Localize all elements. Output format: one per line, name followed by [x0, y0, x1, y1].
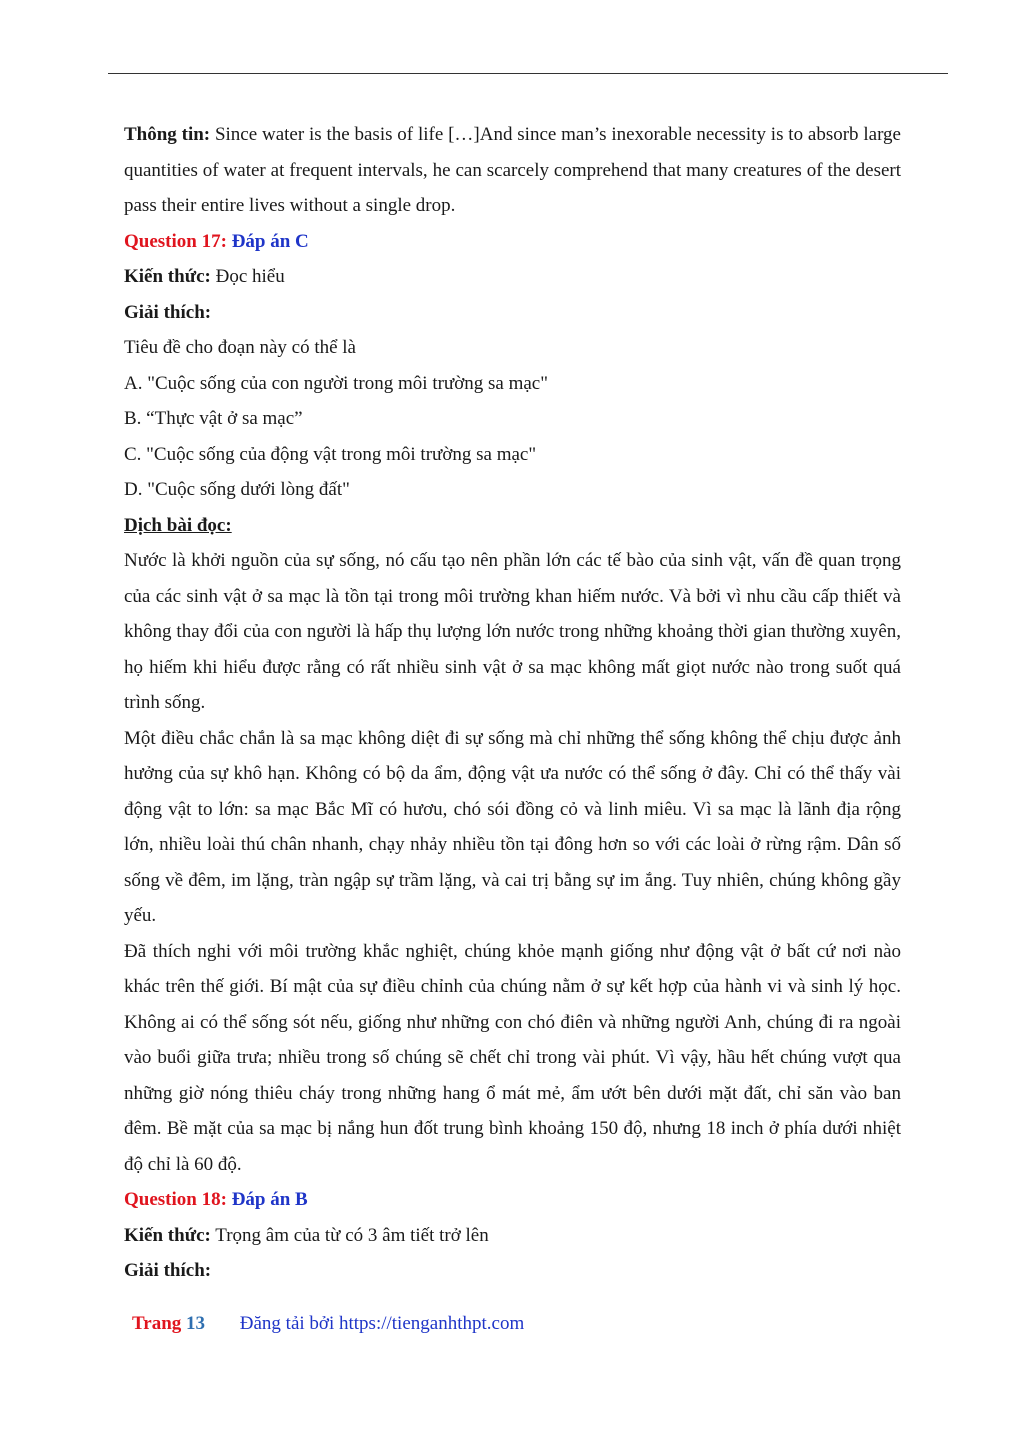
q17-option-b: B. “Thực vật ở sa mạc” [124, 408, 303, 429]
q18-explain-label: Giải thích: [124, 1260, 212, 1281]
page-number: 13 [186, 1313, 206, 1334]
q17-question: Question 17: [124, 230, 232, 252]
header-rule [108, 73, 948, 74]
q17-prompt: Tiêu đề cho đoạn này có thể là [124, 337, 356, 358]
q17-heading [124, 224, 901, 260]
info-label: Thông tin: [124, 124, 211, 145]
q17-explain-label: Giải thích: [124, 301, 212, 323]
q17-option-c: C. "Cuộc sống của động vật trong môi trường sa mạc" [124, 443, 537, 465]
source-link[interactable]: Đăng tải bởi https://tienganhthpt.com [239, 1313, 525, 1334]
translation-paragraph-2: Một điều chắc chắn là sa mạc không diệt đi sự sống mà chỉ những thể sống không thể chịu được ảnh hưởng của sự khô hạn. Không có bộ da ẩm, động vật ưa nước có thể sống ở đây. Chỉ có thể thấy vài động vật to lớn: sa mạc Bắc Mĩ có hươu, chó sói đồng cỏ và linh miêu. Vì sa mạc là lãnh địa rộng lớn, nhiều loài thú chân nhanh, chạy nhảy nhiều tồn tại đông hơn so với các loài ở rừng rậm. Dân số sống về đêm, im lặng, tràn ngập sự trầm lặng, và cai trị bằng sự im ắng. Tuy nhiên, chúng không gầy yếu. [124, 727, 901, 926]
page-label: Trang [132, 1313, 187, 1334]
q18-knowledge [124, 1218, 901, 1254]
translation-heading-line [124, 508, 901, 544]
info-paragraph [124, 117, 901, 224]
document-body [124, 117, 901, 1289]
q18-question: Question 18: [124, 1189, 232, 1210]
q18-heading [124, 1182, 901, 1218]
q17-knowledge [124, 259, 901, 295]
page-footer [132, 1313, 524, 1335]
q17-knowledge-label: Kiến thức: [124, 266, 211, 287]
q17-option-a: A. "Cuộc sống của con người trong môi trường sa mạc" [124, 372, 548, 394]
info-text: Since water is the basis of life […]And since man’s inexorable necessity is to absorb large quantities of water at frequent intervals, he can scarcely comprehend that many creatures of the desert pass their entire lives without a single drop. [124, 124, 901, 216]
q18-answer: Đáp án B [231, 1189, 308, 1210]
q17-option-d: D. "Cuộc sống dưới lòng đất" [124, 479, 350, 500]
translation-heading: Dịch bài đọc: [124, 514, 232, 536]
q17-answer: Đáp án C [231, 230, 309, 252]
translation-paragraph-1: Nước là khởi nguồn của sự sống, nó cấu tạo nên phần lớn các tế bào của sinh vật, vấn đề quan trọng của các sinh vật ở sa mạc là tồn tại trong môi trường khan hiếm nước. Và bởi vì nhu cầu cấp thiết và không thay đổi của con người là hấp thụ lượng lớn nước trong những khoảng thời gian thường xuyên, họ hiếm khi hiểu được rằng có rất nhiều sinh vật ở sa mạc không mất giọt nước nào trong suốt quá trình sống. [124, 550, 901, 713]
q18-knowledge-label: Kiến thức: [124, 1224, 211, 1246]
q17-knowledge-text: Đọc hiểu [210, 266, 285, 287]
translation-paragraph-3: Đã thích nghi với môi trường khắc nghiệt, chúng khỏe mạnh giống như động vật ở bất cứ nơi nào khác trên thế giới. Bí mật của sự điều chỉnh của chúng nằm ở sự kết hợp của hành vi và sinh lý học. Không ai có thể sống sót nếu, giống như những con chó điên và những người Anh, chúng đi ra ngoài vào buổi giữa trưa; nhiều trong số chúng sẽ chết chỉ trong vài phút. Vì vậy, hầu hết chúng vượt qua những giờ nóng thiêu cháy trong những hang ổ mát mẻ, ẩm ướt bên dưới mặt đất, chỉ săn vào ban đêm. Bề mặt của sa mạc bị nắng hun đốt trung bình khoảng 150 độ, nhưng 18 inch ở phía dưới nhiệt độ chỉ là 60 độ. [124, 940, 901, 1175]
q18-knowledge-text: Trọng âm của từ có 3 âm tiết trở lên [210, 1224, 489, 1246]
